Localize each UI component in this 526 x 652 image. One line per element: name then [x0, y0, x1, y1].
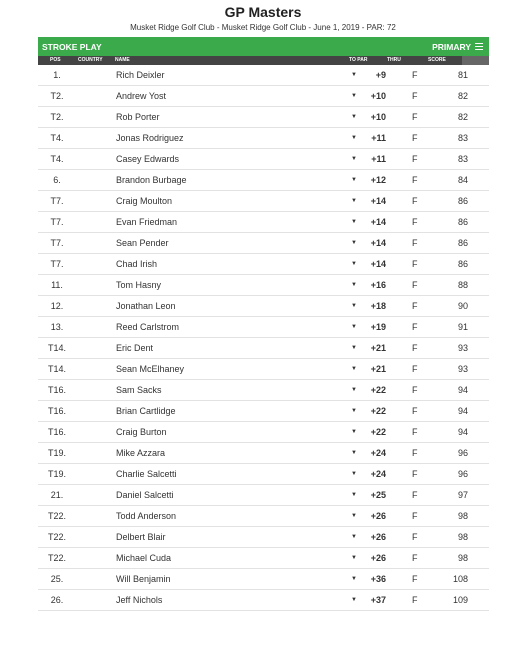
score-cell: 83: [457, 133, 468, 143]
score-cell: 108: [452, 574, 468, 584]
hamburger-menu-icon[interactable]: [475, 43, 483, 50]
to-par-cell: +21: [370, 343, 386, 353]
event-subtitle: Musket Ridge Golf Club - Musket Ridge Golf Club - June 1, 2019 - PAR: 72: [130, 23, 396, 32]
page-title: GP Masters: [224, 4, 302, 20]
position-cell: T16.: [47, 385, 66, 395]
to-par-cell: +10: [370, 91, 386, 101]
position-cell: T22.: [47, 553, 66, 563]
position-cell: T14.: [47, 343, 66, 353]
score-cell: 91: [457, 322, 468, 332]
thru-cell: F: [412, 385, 418, 395]
score-cell: 90: [457, 301, 468, 311]
player-name: Eric Dent: [116, 343, 154, 353]
player-name: Sean McElhaney: [116, 364, 185, 374]
score-cell: 109: [452, 595, 468, 605]
position-cell: T16.: [47, 406, 66, 416]
thru-cell: F: [412, 238, 418, 248]
to-par-cell: +26: [370, 553, 386, 563]
table-row[interactable]: [38, 275, 489, 296]
expand-arrow-icon[interactable]: ▼: [351, 282, 357, 288]
to-par-cell: +26: [370, 532, 386, 542]
thru-cell: F: [412, 490, 418, 500]
to-par-cell: +25: [370, 490, 386, 500]
player-name: Will Benjamin: [116, 574, 171, 584]
table-row[interactable]: [38, 338, 489, 359]
thru-cell: F: [412, 574, 418, 584]
expand-arrow-icon[interactable]: ▼: [351, 114, 357, 120]
thru-cell: F: [412, 427, 418, 437]
player-name: Sean Pender: [116, 238, 169, 248]
position-cell: T2.: [50, 91, 64, 101]
table-row[interactable]: [38, 149, 489, 170]
score-cell: 94: [457, 406, 468, 416]
expand-arrow-icon[interactable]: ▼: [351, 429, 357, 435]
thru-cell: F: [412, 154, 418, 164]
expand-arrow-icon[interactable]: ▼: [351, 177, 357, 183]
leaderboard-bar: [38, 37, 489, 56]
position-cell: 21.: [50, 490, 64, 500]
table-row[interactable]: [38, 254, 489, 275]
player-name: Rich Deixler: [116, 70, 165, 80]
player-name: Jonathan Leon: [116, 301, 176, 311]
primary-label: PRIMARY: [432, 41, 471, 52]
player-name: Sam Sacks: [116, 385, 162, 395]
score-cell: 98: [457, 532, 468, 542]
expand-arrow-icon[interactable]: ▼: [351, 156, 357, 162]
table-row[interactable]: [38, 569, 489, 590]
col-name: NAME: [115, 57, 130, 63]
position-cell: T2.: [50, 112, 64, 122]
expand-arrow-icon[interactable]: ▼: [351, 240, 357, 246]
to-par-cell: +11: [371, 133, 386, 143]
thru-cell: F: [412, 196, 418, 206]
thru-cell: F: [412, 553, 418, 563]
thru-cell: F: [412, 175, 418, 185]
table-row[interactable]: [38, 380, 489, 401]
player-name: Brandon Burbage: [116, 175, 187, 185]
table-row[interactable]: [38, 86, 489, 107]
to-par-cell: +26: [370, 511, 386, 521]
expand-arrow-icon[interactable]: ▼: [351, 450, 357, 456]
to-par-cell: +22: [370, 385, 386, 395]
thru-cell: F: [412, 469, 418, 479]
expand-arrow-icon[interactable]: ▼: [351, 513, 357, 519]
score-cell: 82: [457, 91, 468, 101]
thru-cell: F: [412, 322, 418, 332]
player-name: Todd Anderson: [116, 511, 177, 521]
position-cell: T7.: [50, 217, 64, 227]
expand-arrow-icon[interactable]: ▼: [351, 366, 357, 372]
to-par-cell: +37: [370, 595, 386, 605]
position-cell: T7.: [50, 259, 64, 269]
position-cell: 1.: [53, 70, 61, 80]
table-row[interactable]: [38, 65, 489, 86]
table-row[interactable]: [38, 128, 489, 149]
table-row[interactable]: [38, 506, 489, 527]
player-name: Chad Irish: [116, 259, 158, 269]
to-par-cell: +14: [370, 196, 386, 206]
player-name: Brian Cartlidge: [116, 406, 176, 416]
thru-cell: F: [412, 595, 418, 605]
to-par-cell: +24: [370, 448, 386, 458]
to-par-cell: +11: [371, 154, 386, 164]
expand-arrow-icon[interactable]: ▼: [351, 408, 357, 414]
expand-arrow-icon[interactable]: ▼: [351, 198, 357, 204]
expand-arrow-icon[interactable]: ▼: [351, 345, 357, 351]
score-cell: 94: [457, 427, 468, 437]
score-cell: 86: [457, 217, 468, 227]
score-cell: 86: [457, 196, 468, 206]
expand-arrow-icon[interactable]: ▼: [351, 597, 357, 603]
score-cell: 82: [457, 112, 468, 122]
to-par-cell: +21: [370, 364, 386, 374]
column-header: [38, 56, 489, 65]
table-row[interactable]: [38, 464, 489, 485]
to-par-cell: +24: [370, 469, 386, 479]
expand-arrow-icon[interactable]: ▼: [351, 135, 357, 141]
table-row[interactable]: [38, 590, 489, 611]
expand-arrow-icon[interactable]: ▼: [351, 72, 357, 78]
to-par-cell: +19: [370, 322, 386, 332]
expand-arrow-icon[interactable]: ▼: [351, 261, 357, 267]
table-row[interactable]: [38, 401, 489, 422]
table-row[interactable]: [38, 212, 489, 233]
leaderboard: [38, 37, 489, 611]
to-par-cell: +9: [375, 70, 386, 80]
position-cell: 11.: [51, 280, 63, 290]
thru-cell: F: [412, 301, 418, 311]
position-cell: T4.: [50, 133, 64, 143]
player-name: Delbert Blair: [116, 532, 166, 542]
position-cell: 13.: [50, 322, 64, 332]
col-thru: THRU: [387, 57, 401, 63]
col-score: SCORE: [428, 57, 446, 63]
table-row[interactable]: [38, 422, 489, 443]
thru-cell: F: [412, 343, 418, 353]
to-par-cell: +14: [370, 217, 386, 227]
table-row[interactable]: [38, 170, 489, 191]
thru-cell: F: [412, 406, 418, 416]
table-row[interactable]: [38, 191, 489, 212]
thru-cell: F: [412, 112, 418, 122]
position-cell: T19.: [47, 448, 66, 458]
table-row[interactable]: [38, 359, 489, 380]
score-cell: 86: [457, 259, 468, 269]
table-row[interactable]: [38, 296, 489, 317]
player-name: Tom Hasny: [116, 280, 162, 290]
expand-arrow-icon[interactable]: ▼: [351, 576, 357, 582]
score-cell: 96: [457, 448, 468, 458]
table-row[interactable]: [38, 317, 489, 338]
position-cell: 6.: [53, 175, 61, 185]
column-header-end: [462, 56, 489, 65]
player-name: Mike Azzara: [116, 448, 166, 458]
stroke-play-label: STROKE PLAY: [42, 41, 102, 52]
score-cell: 94: [457, 385, 468, 395]
col-pos: POS: [50, 57, 61, 63]
to-par-cell: +12: [370, 175, 386, 185]
table-row[interactable]: [38, 548, 489, 569]
thru-cell: F: [412, 511, 418, 521]
to-par-cell: +14: [370, 259, 386, 269]
expand-arrow-icon[interactable]: ▼: [351, 534, 357, 540]
score-cell: 97: [457, 490, 468, 500]
score-cell: 96: [457, 469, 468, 479]
position-cell: T7.: [50, 238, 64, 248]
to-par-cell: +18: [370, 301, 386, 311]
col-country: COUNTRY: [78, 57, 103, 63]
thru-cell: F: [412, 364, 418, 374]
score-cell: 93: [457, 343, 468, 353]
player-name: Rob Porter: [116, 112, 160, 122]
score-cell: 81: [457, 70, 468, 80]
leaderboard-header: [0, 0, 526, 33]
thru-cell: F: [412, 70, 418, 80]
position-cell: T7.: [50, 196, 64, 206]
thru-cell: F: [412, 532, 418, 542]
expand-arrow-icon[interactable]: ▼: [351, 219, 357, 225]
position-cell: 12.: [50, 301, 64, 311]
thru-cell: F: [412, 91, 418, 101]
player-name: Jonas Rodriguez: [116, 133, 184, 143]
primary-view-toggle[interactable]: [432, 42, 483, 52]
expand-arrow-icon[interactable]: ▼: [351, 492, 357, 498]
expand-arrow-icon[interactable]: ▼: [351, 387, 357, 393]
score-cell: 93: [457, 364, 468, 374]
thru-cell: F: [412, 133, 418, 143]
position-cell: T14.: [47, 364, 66, 374]
expand-arrow-icon[interactable]: ▼: [351, 324, 357, 330]
table-row[interactable]: [38, 107, 489, 128]
position-cell: T19.: [47, 469, 66, 479]
table-row[interactable]: [38, 527, 489, 548]
player-name: Craig Burton: [116, 427, 167, 437]
table-row[interactable]: [38, 233, 489, 254]
table-row[interactable]: [38, 485, 489, 506]
position-cell: T22.: [47, 511, 66, 521]
col-to-par: TO PAR: [349, 57, 368, 63]
table-row[interactable]: [38, 443, 489, 464]
player-name: Daniel Salcetti: [116, 490, 174, 500]
player-name: Andrew Yost: [116, 91, 167, 101]
position-cell: T22.: [47, 532, 66, 542]
player-name: Casey Edwards: [116, 154, 180, 164]
position-cell: 26.: [50, 595, 64, 605]
position-cell: 25.: [50, 574, 64, 584]
player-name: Craig Moulton: [116, 196, 173, 206]
score-cell: 88: [457, 280, 468, 290]
leaderboard-rows: [38, 65, 489, 611]
to-par-cell: +36: [370, 574, 386, 584]
player-name: Charlie Salcetti: [116, 469, 177, 479]
player-name: Reed Carlstrom: [116, 322, 180, 332]
thru-cell: F: [412, 448, 418, 458]
score-cell: 98: [457, 553, 468, 563]
to-par-cell: +16: [370, 280, 386, 290]
thru-cell: F: [412, 217, 418, 227]
player-name: Michael Cuda: [116, 553, 172, 563]
score-cell: 83: [457, 154, 468, 164]
score-cell: 86: [457, 238, 468, 248]
score-cell: 84: [457, 175, 468, 185]
player-name: Evan Friedman: [116, 217, 178, 227]
expand-arrow-icon[interactable]: ▼: [351, 471, 357, 477]
to-par-cell: +10: [370, 112, 386, 122]
thru-cell: F: [412, 280, 418, 290]
score-cell: 98: [457, 511, 468, 521]
to-par-cell: +14: [370, 238, 386, 248]
position-cell: T4.: [50, 154, 64, 164]
position-cell: T16.: [47, 427, 66, 437]
expand-arrow-icon[interactable]: ▼: [351, 555, 357, 561]
expand-arrow-icon[interactable]: ▼: [351, 93, 357, 99]
expand-arrow-icon[interactable]: ▼: [351, 303, 357, 309]
thru-cell: F: [412, 259, 418, 269]
player-name: Jeff Nichols: [116, 595, 163, 605]
to-par-cell: +22: [370, 427, 386, 437]
to-par-cell: +22: [370, 406, 386, 416]
